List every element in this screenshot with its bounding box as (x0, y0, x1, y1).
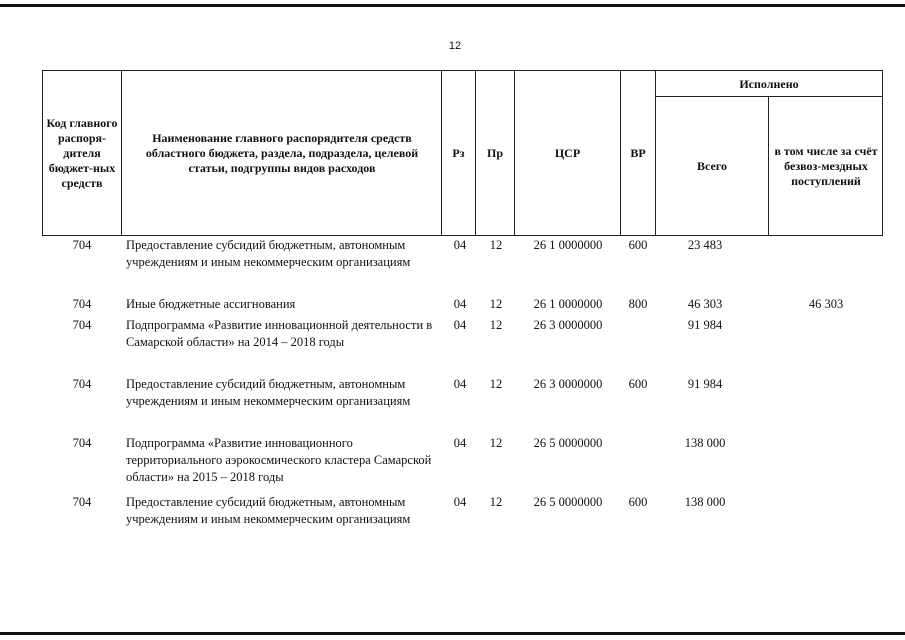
header-incl: в том числе за счёт безвоз-мездных поступлений (774, 143, 878, 188)
row-vr: 600 (628, 238, 648, 252)
page-number: 12 (448, 40, 462, 52)
header-bottom-border (42, 235, 883, 236)
row-pr: 12 (489, 238, 503, 252)
header-pr: Пр (486, 145, 503, 160)
row-code: 704 (72, 495, 92, 509)
row-vr: 600 (628, 495, 648, 509)
row-rz: 04 (453, 436, 467, 450)
row-name: Подпрограмма «Развитие инновационного территориального аэрокосмического кластера Самарской области» на 2015 – 2018 годы (126, 436, 432, 484)
row-csr: 26 1 0000000 (533, 297, 603, 311)
header-code: Код главного распоря-дителя бюджет-ных средств (46, 115, 118, 190)
col-border-total (768, 96, 769, 236)
header-executed: Исполнено (739, 76, 799, 91)
row-csr: 26 5 0000000 (533, 436, 603, 450)
header-csr: ЦСР (554, 145, 581, 160)
row-rz: 04 (453, 377, 467, 391)
col-border-code (121, 70, 122, 236)
row-csr: 26 3 0000000 (533, 318, 603, 332)
row-total: 138 000 (684, 436, 726, 450)
header-total: Всего (697, 158, 727, 173)
row-csr: 26 5 0000000 (533, 495, 603, 509)
row-name: Предоставление субсидий бюджетным, автономным учреждениям и иным некоммерческим организациям (126, 377, 411, 408)
row-pr: 12 (489, 377, 503, 391)
col-border-left (42, 70, 43, 236)
row-pr: 12 (489, 318, 503, 332)
row-code: 704 (72, 297, 92, 311)
row-csr: 26 3 0000000 (533, 377, 603, 391)
row-name: Предоставление субсидий бюджетным, автономным учреждениям и иным некоммерческим организациям (126, 495, 411, 526)
row-total: 91 984 (687, 318, 723, 332)
row-code: 704 (72, 436, 92, 450)
header-vr: ВР (630, 145, 646, 160)
row-total: 46 303 (687, 297, 723, 311)
row-pr: 12 (489, 297, 503, 311)
row-code: 704 (72, 377, 92, 391)
row-pr: 12 (489, 436, 503, 450)
row-rz: 04 (453, 238, 467, 252)
row-rz: 04 (453, 297, 467, 311)
row-vr: 800 (628, 297, 648, 311)
row-name: Предоставление субсидий бюджетным, автономным учреждениям и иным некоммерческим организациям (126, 238, 411, 269)
bottom-border-rule (0, 632, 905, 635)
row-total: 23 483 (687, 238, 723, 252)
row-total: 91 984 (687, 377, 723, 391)
row-code: 704 (72, 318, 92, 332)
header-name: Наименование главного распорядителя средств областного бюджета, раздела, подраздела, целевой статьи, подгруппы видов расходов (145, 130, 419, 175)
row-vr: 600 (628, 377, 648, 391)
row-csr: 26 1 0000000 (533, 238, 603, 252)
row-name: Иные бюджетные ассигнования (126, 297, 296, 311)
row-code: 704 (72, 238, 92, 252)
table-top-border (42, 70, 883, 71)
row-pr: 12 (489, 495, 503, 509)
header-rz: Рз (452, 145, 465, 160)
top-border-rule (0, 4, 905, 7)
row-incl: 46 303 (808, 297, 844, 311)
col-border-right (882, 70, 883, 236)
row-name: Подпрограмма «Развитие инновационной деятельности в Самарской области» на 2014 – 2018 годы (126, 318, 433, 349)
row-rz: 04 (453, 318, 467, 332)
row-total: 138 000 (684, 495, 726, 509)
row-rz: 04 (453, 495, 467, 509)
